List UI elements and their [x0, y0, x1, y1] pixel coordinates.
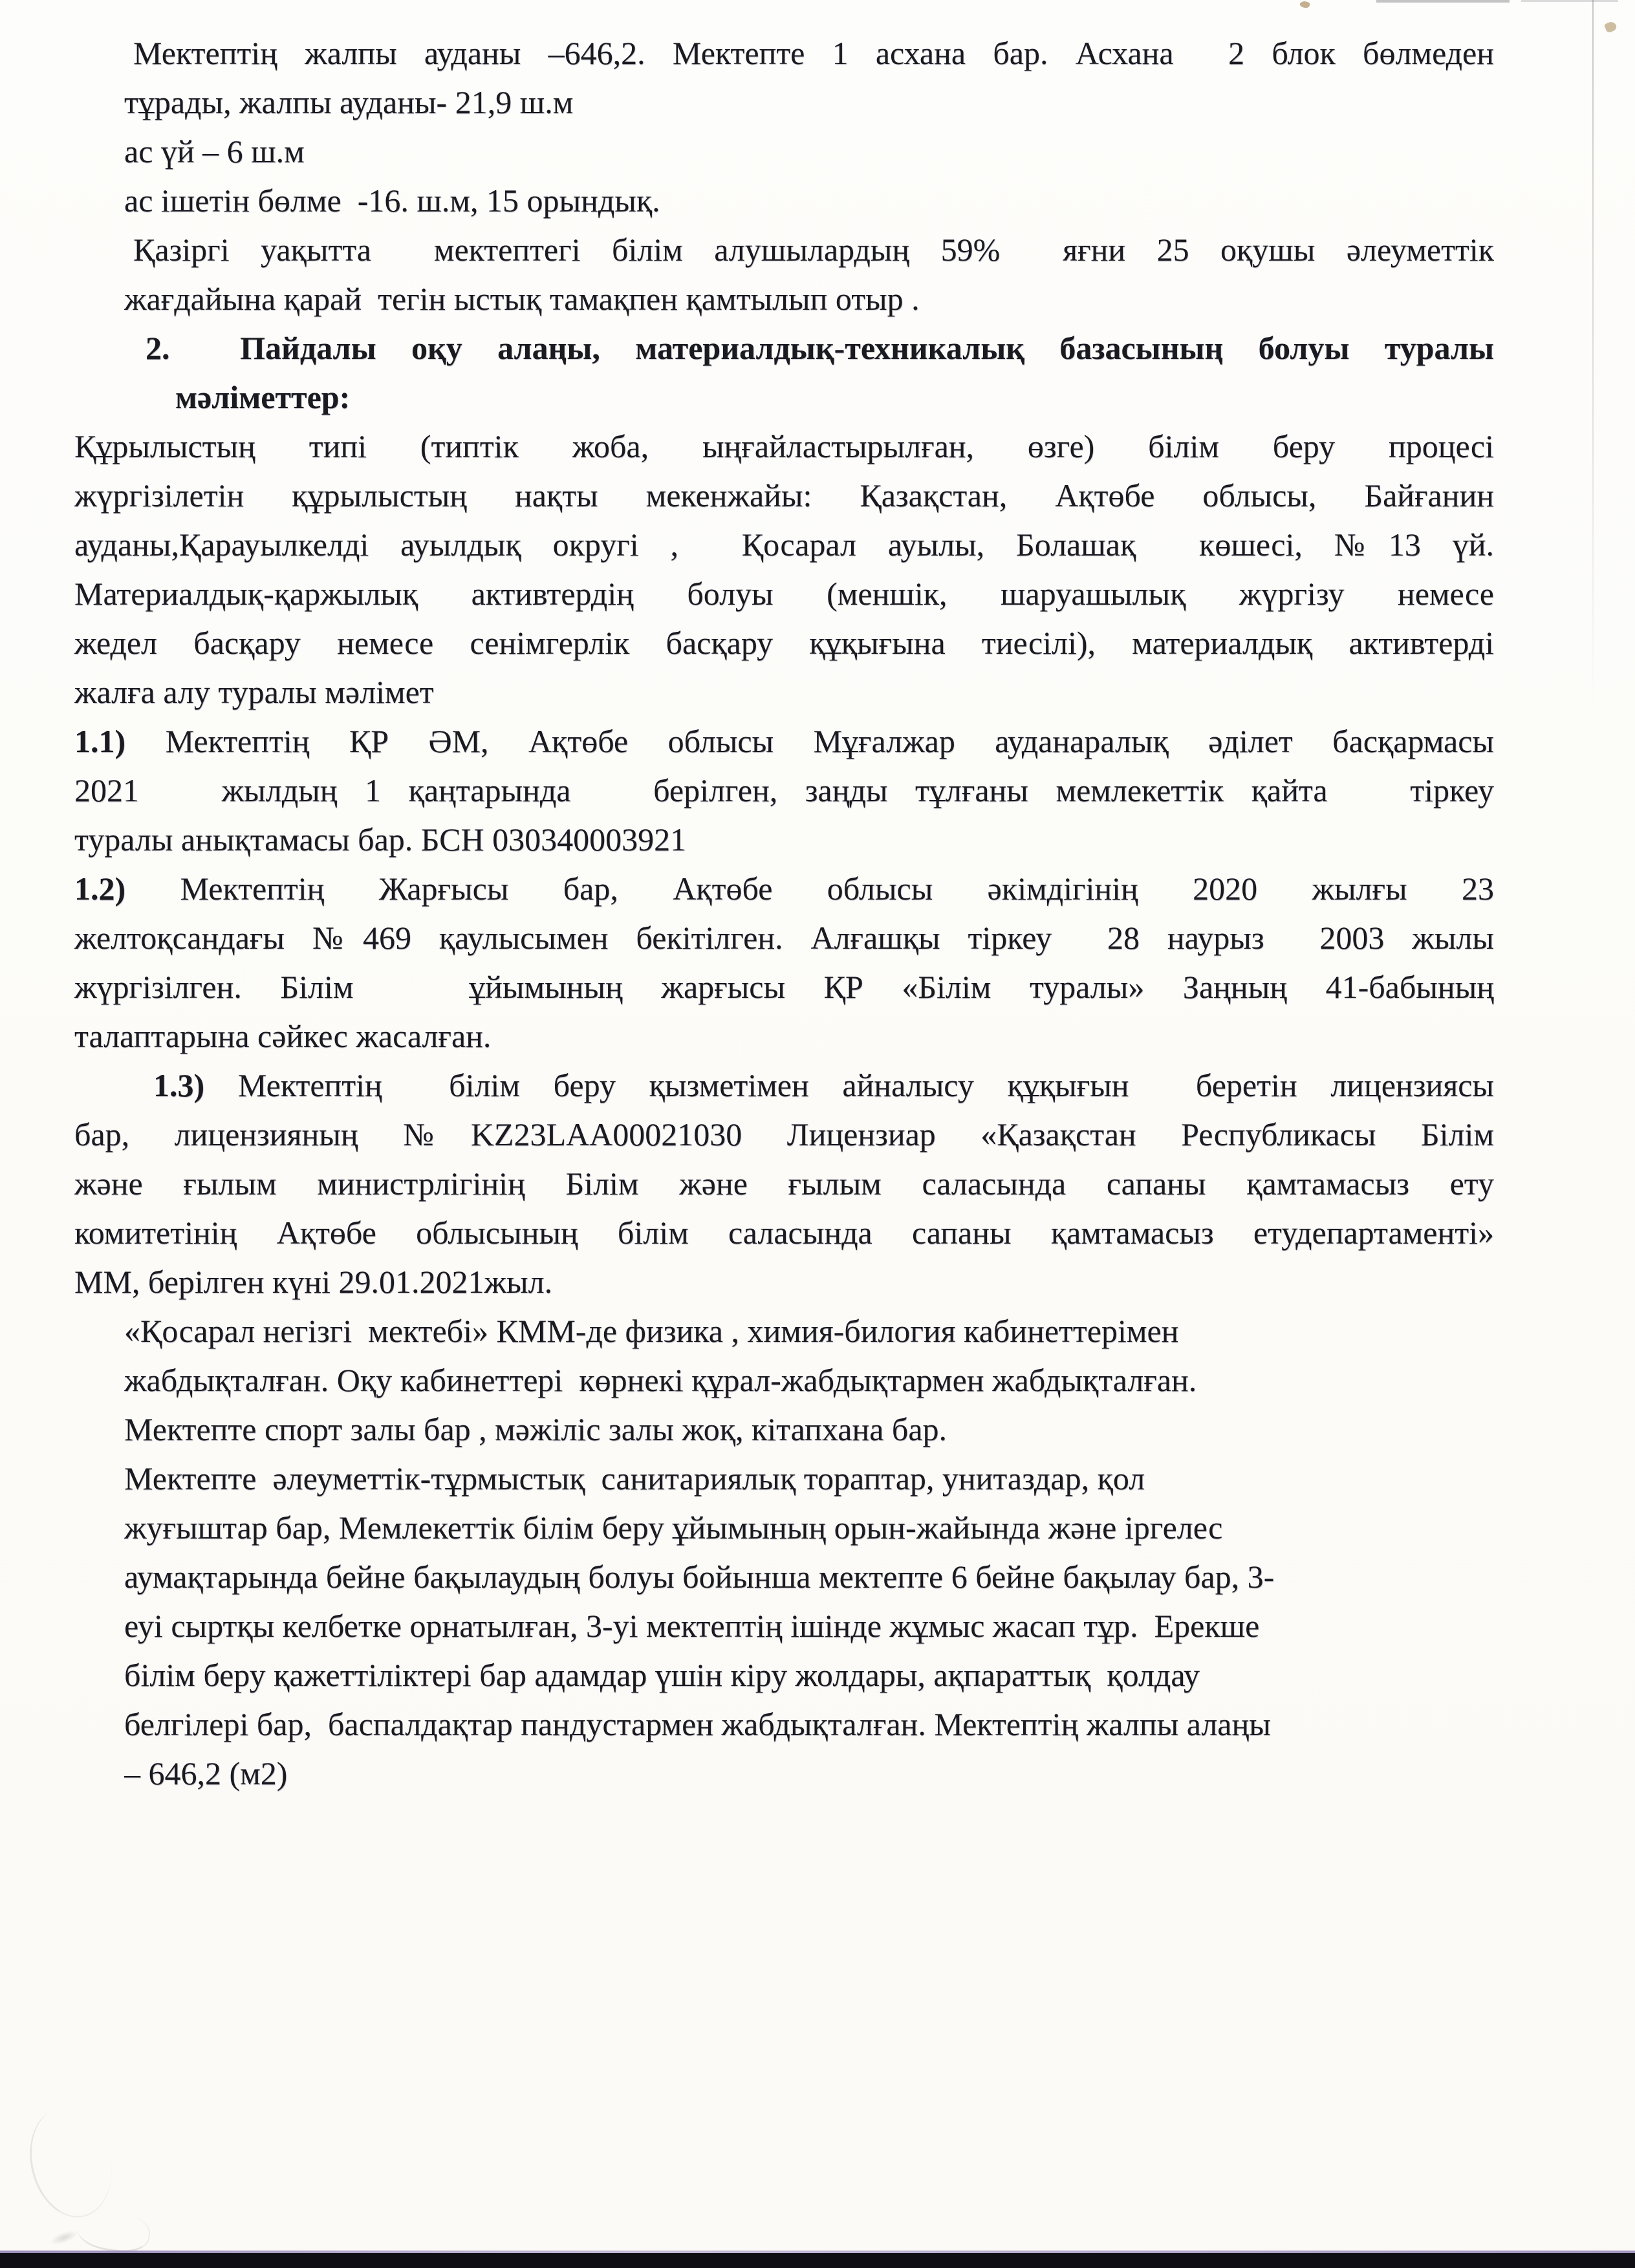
text-line: – 646,2 (м2): [124, 1755, 288, 1791]
paragraph-free-meals: [124, 225, 1494, 323]
pencil-smudge: [75, 2207, 152, 2256]
text-line: еуі сыртқы келбетке орнатылған, 3-уі мектептің ішінде жұмыс жасап тұр. Ерекше: [124, 1608, 1260, 1644]
ink-speck: [1299, 0, 1310, 9]
text-line: 2021 жылдың 1 қаңтарында берілген, заңды тұлғаны мемлекеттік қайта тіркеу: [74, 772, 1494, 808]
paper-crease-line: [1592, 0, 1594, 711]
text-line: тұрады, жалпы ауданы- 21,9 ш.м: [124, 84, 574, 120]
text-line: Қазіргі уақытта мектептегі білім алушылардың 59% яғни 25 оқушы әлеуметтік: [133, 232, 1494, 268]
text-line: «Қосарал негізгі мектебі» КММ-де физика , химия-билогия кабинеттерімен: [124, 1313, 1179, 1349]
text-line: 1.3) Мектептің білім беру қызметімен айналысу құқығын беретін лицензиясы: [153, 1067, 1494, 1103]
text-line: мәліметтер:: [175, 379, 351, 415]
text-line: ас ішетін бөлме -16. ш.м, 15 орындық.: [124, 182, 660, 219]
paragraph-canteen-info: [124, 28, 1494, 127]
text-line: желтоқсандағы №469 қаулысымен бекітілген. Алғашқы тіркеу 28 наурыз 2003 жылы: [74, 920, 1494, 956]
text-line: Мектептің жалпы ауданы –646,2. Мектепте 1 асхана бар. Асхана 2 блок бөлмеден: [133, 35, 1494, 71]
paragraph-kitchen-area: [124, 127, 1494, 176]
text-line: ас үй – 6 ш.м: [124, 133, 305, 169]
text-line: жағдайына қарай тегін ыстық тамақпен қамтылып отыр .: [124, 281, 920, 317]
text-line: Құрылыстың типі (типтік жоба, ыңғайластырылған, өзге) білім беру процесі: [74, 428, 1494, 464]
pencil-smudge: [49, 2228, 80, 2248]
scanner-top-edge-mark: [1376, 0, 1510, 3]
text-line: 1.1) Мектептің ҚР ӘМ, Ақтөбе облысы Мұғалжар ауданаралық әділет басқармасы: [74, 723, 1494, 759]
text-line: туралы анықтамасы бар. БСН 030340003921: [74, 821, 687, 858]
text-line: ауданы,Қарауылкелді ауылдық округі , Қосарал ауылы, Болашақ көшесі, №13 үй.: [74, 526, 1494, 563]
paragraph-item-1-3-license: [74, 1061, 1494, 1306]
list-item-number: 1.2): [74, 870, 126, 907]
paragraph-item-1-2-charter: [74, 864, 1494, 1061]
text-line: жүргізілетін құрылыстың нақты мекенжайы: Қазақстан, Ақтөбе облысы, Байғанин: [74, 477, 1494, 513]
text-line: Материалдық-қаржылық активтердің болуы (меншік, шаруашылық жүргізу немесе: [74, 576, 1494, 612]
text-line: бар, лицензияның №KZ23LAA00021030 Лицензиар «Қазақстан Республикасы Білім: [74, 1116, 1494, 1152]
paragraph-dining-room: [124, 176, 1494, 225]
paragraph-section-2-heading: [146, 323, 1494, 422]
list-item-number: 1.3): [153, 1067, 205, 1103]
paragraph-sanitary-and-video: [124, 1454, 1494, 1798]
text-line: білім беру қажеттіліктері бар адамдар үшін кіру жолдары, ақпараттық қолдау: [124, 1657, 1200, 1693]
text-line: жедел басқару немесе сенімгерлік басқару құқығына тиесілі), материалдық активтерді: [74, 625, 1494, 661]
text-line: 1.2) Мектептің Жарғысы бар, Ақтөбе облысы әкімдігінің 2020 жылғы 23: [74, 870, 1494, 907]
list-item-number: 1.1): [74, 723, 126, 759]
text-line: жуғыштар бар, Мемлекеттік білім беру ұйымының орын-жайында және іргелес: [124, 1509, 1223, 1546]
text-line: ММ, берілген күні 29.01.2021жыл.: [74, 1264, 553, 1300]
scanner-edge-bar: [0, 2253, 1635, 2268]
text-line: комитетінің Ақтөбе облысының білім саласында сапаны қамтамасыз етудепартаменті»: [74, 1215, 1494, 1251]
paragraph-item-1-1-registration: [74, 717, 1494, 864]
text-line: белгілері бар, баспалдақтар пандустармен жабдықталған. Мектептің жалпы алаңы: [124, 1706, 1271, 1742]
text-line: жабдықталған. Оқу кабинеттері көрнекі құрал-жабдықтармен жабдықталған.: [124, 1362, 1197, 1398]
text-line: жүргізілген. Білім ұйымының жарғысы ҚР «Білім туралы» Заңның 41-бабының: [74, 969, 1494, 1005]
page-text: [0, 28, 1635, 1798]
text-line: Мектепте әлеуметтік-тұрмыстық санитариялық тораптар, унитаздар, қол: [124, 1460, 1145, 1496]
text-line: 2. Пайдалы оқу алаңы, материалдық-техникалық базасының болуы туралы: [146, 330, 1494, 366]
paragraph-classrooms-equipment: [124, 1306, 1494, 1405]
text-line: аумақтарында бейне бақылаудың болуы бойынша мектепте 6 бейне бақылау бар, 3-: [124, 1559, 1275, 1595]
paragraph-building-type: [74, 422, 1494, 717]
text-line: және ғылым министрлігінің Білім және ғылым саласында сапаны қамтамасыз ету: [74, 1165, 1494, 1202]
text-line: Мектепте спорт залы бар , мәжіліс залы жоқ, кітапхана бар.: [124, 1411, 947, 1447]
text-line: талаптарына сәйкес жасалған.: [74, 1018, 492, 1054]
scanner-top-edge-mark: [1521, 0, 1618, 2]
paragraph-facilities: [124, 1405, 1494, 1454]
pencil-smudge: [19, 2099, 123, 2227]
text-line: жалға алу туралы мәлімет: [74, 674, 434, 710]
